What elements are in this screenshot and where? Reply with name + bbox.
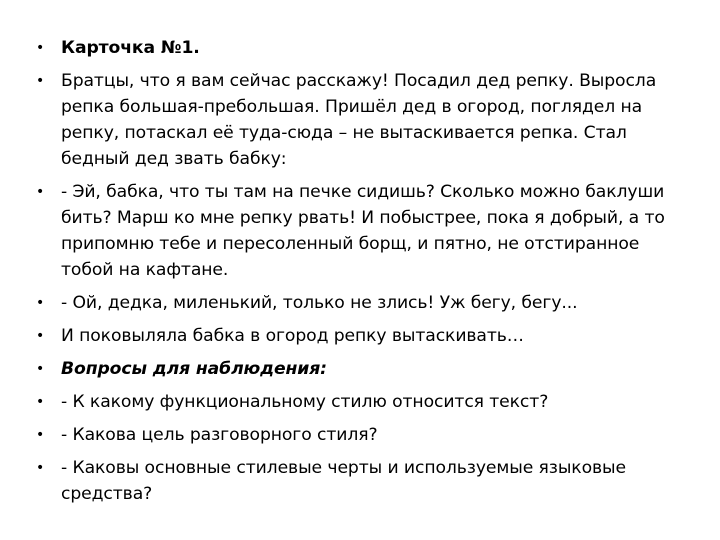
list-item-story-intro [36, 68, 686, 172]
question-2-text: - Какова цель разговорного стиля? [61, 425, 378, 445]
grandma-reply-text: - Ой, дедка, миленький, только не злись! Уж бегу, бегу... [61, 293, 578, 313]
list-item-grandpa-speech [36, 179, 686, 283]
bullet-icon: • [36, 460, 45, 476]
bullet-list [36, 35, 686, 514]
question-1-text: - К какому функциональному стилю относится текст? [61, 392, 549, 412]
bullet-icon: • [36, 73, 45, 89]
bullet-icon: • [36, 394, 45, 410]
list-item-question-2 [36, 422, 686, 448]
list-item-questions-heading [36, 356, 686, 382]
bullet-icon: • [36, 184, 45, 200]
bullet-icon: • [36, 40, 45, 56]
question-3-text: - Каковы основные стилевые черты и используемые языковые средства? [61, 458, 626, 504]
list-item-card-title [36, 35, 686, 61]
questions-heading: Вопросы для наблюдения: [61, 359, 327, 379]
bullet-icon: • [36, 361, 45, 377]
grandma-action-text: И поковыляла бабка в огород репку вытаскивать… [61, 326, 524, 346]
list-item-grandma-action [36, 323, 686, 349]
story-intro-text: Братцы, что я вам сейчас расскажу! Посадил дед репку. Выросла репка большая-пребольшая. Пришёл дед в огород, поглядел на репку, потаскал её туда-сюда – не вытаскивается репка. Стал бедный дед звать бабку: [61, 71, 657, 169]
card-title: Карточка №1. [61, 38, 200, 58]
bullet-icon: • [36, 328, 45, 344]
bullet-icon: • [36, 427, 45, 443]
list-item-question-3 [36, 455, 686, 507]
list-item-question-1 [36, 389, 686, 415]
list-item-grandma-reply [36, 290, 686, 316]
grandpa-speech-text: - Эй, бабка, что ты там на печке сидишь? Сколько можно баклуши бить? Марш ко мне репку рвать! И побыстрее, пока я добрый, а то припомню тебе и пересоленный борщ, и пятно, не отстиранное тобой на кафтане. [61, 182, 665, 280]
bullet-icon: • [36, 295, 45, 311]
